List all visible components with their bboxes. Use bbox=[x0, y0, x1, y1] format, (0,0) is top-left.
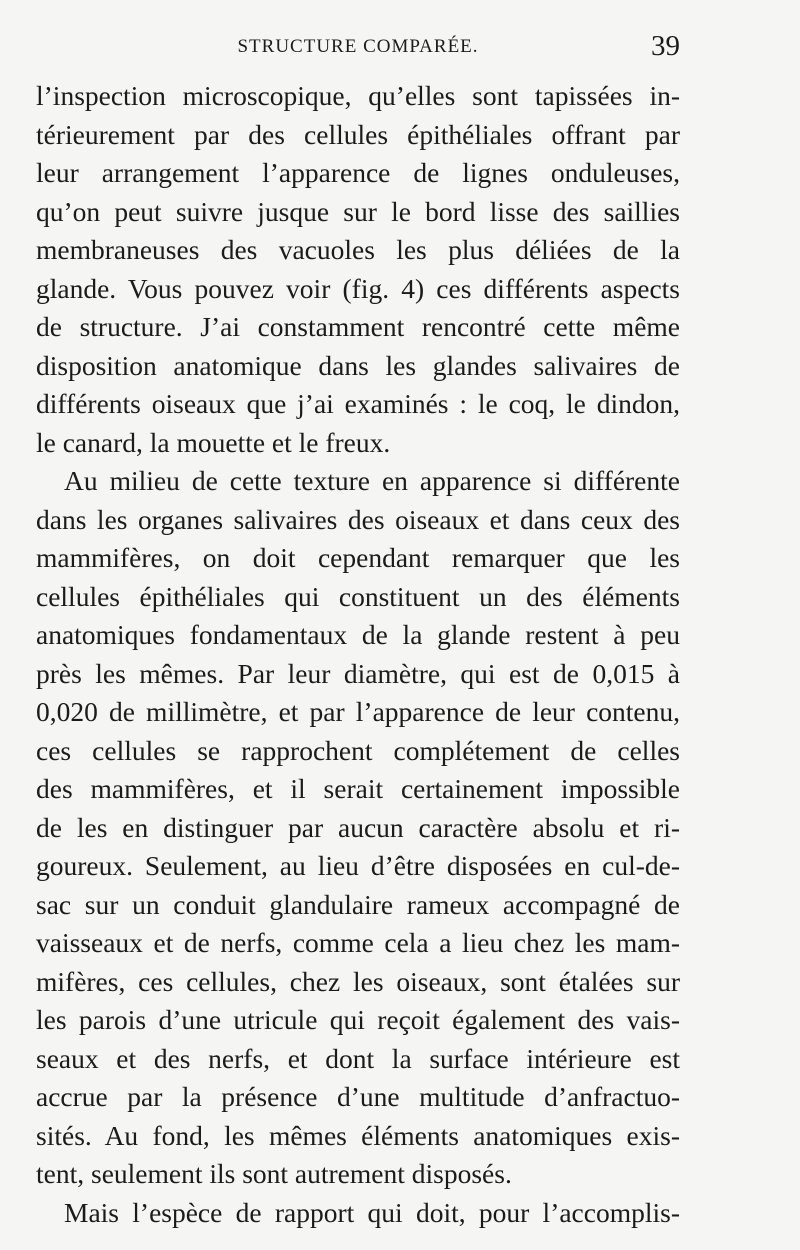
text-line: mammifères, on doit cependant remarquer que les bbox=[36, 542, 680, 573]
text-line: de structure. J’ai constamment rencontré cette même bbox=[36, 311, 680, 342]
running-title: STRUCTURE COMPARÉE. bbox=[237, 36, 479, 57]
paragraph-2 bbox=[36, 462, 680, 1194]
paragraph-3 bbox=[36, 1194, 680, 1233]
body-text bbox=[36, 77, 680, 1232]
text-line: Mais l’espèce de rapport qui doit, pour l’accomplis- bbox=[64, 1196, 680, 1228]
text-line: 0,020 de millimètre, et par l’apparence de leur contenu, bbox=[36, 696, 680, 727]
text-line: sac sur un conduit glandulaire rameux accompagné de bbox=[36, 888, 680, 920]
text-line: les parois d’une utricule qui reçoit également des vais- bbox=[36, 1004, 680, 1035]
text-line: seaux et des nerfs, et dont la surface intérieure est bbox=[36, 1042, 680, 1074]
text-line: membraneuses des vacuoles les plus déliées de la bbox=[36, 234, 680, 265]
text-line: près les mêmes. Par leur diamètre, qui est de 0,015 à bbox=[36, 657, 680, 689]
text-line: glande. Vous pouvez voir (fig. 4) ces différents aspects bbox=[36, 272, 680, 304]
text-line: des mammifères, et il serait certainement impossible bbox=[36, 773, 680, 804]
text-line: disposition anatomique dans les glandes salivaires de bbox=[36, 349, 680, 381]
page-header bbox=[36, 30, 680, 70]
text-line: Au milieu de cette texture en apparence si différente bbox=[64, 465, 680, 496]
text-line: ces cellules se rapprochent complétement de celles bbox=[36, 734, 680, 766]
text-line: dans les organes salivaires des oiseaux et dans ceux des bbox=[36, 503, 680, 535]
text-line: anatomiques fondamentaux de la glande restent à peu bbox=[36, 619, 680, 650]
text-line: cellules épithéliales qui constituent un des éléments bbox=[36, 580, 680, 612]
text-line: tent, seulement ils sont autrement disposés. bbox=[36, 1158, 512, 1189]
text-line: térieurement par des cellules épithéliales offrant par bbox=[36, 118, 680, 150]
text-line: différents oiseaux que j’ai examinés : le coq, le dindon, bbox=[36, 388, 680, 419]
text-line: qu’on peut suivre jusque sur le bord lisse des saillies bbox=[36, 195, 680, 227]
text-line: goureux. Seulement, au lieu d’être disposées en cul-de- bbox=[36, 850, 680, 881]
page-number: 39 bbox=[651, 30, 680, 62]
text-line: mifères, ces cellules, chez les oiseaux, sont étalées sur bbox=[36, 965, 680, 997]
text-line: sités. Au fond, les mêmes éléments anatomiques exis- bbox=[36, 1119, 680, 1151]
text-line: leur arrangement l’apparence de lignes onduleuses, bbox=[36, 157, 680, 188]
text-line: l’inspection microscopique, qu’elles sont tapissées in- bbox=[36, 80, 680, 111]
text-line: vaisseaux et de nerfs, comme cela a lieu chez les mam- bbox=[36, 927, 680, 958]
paragraph-1 bbox=[36, 77, 680, 462]
text-line: accrue par la présence d’une multitude d’anfractuo- bbox=[36, 1081, 680, 1112]
text-line: le canard, la mouette et le freux. bbox=[36, 426, 391, 458]
text-line: de les en distinguer par aucun caractère absolu et ri- bbox=[36, 811, 680, 843]
